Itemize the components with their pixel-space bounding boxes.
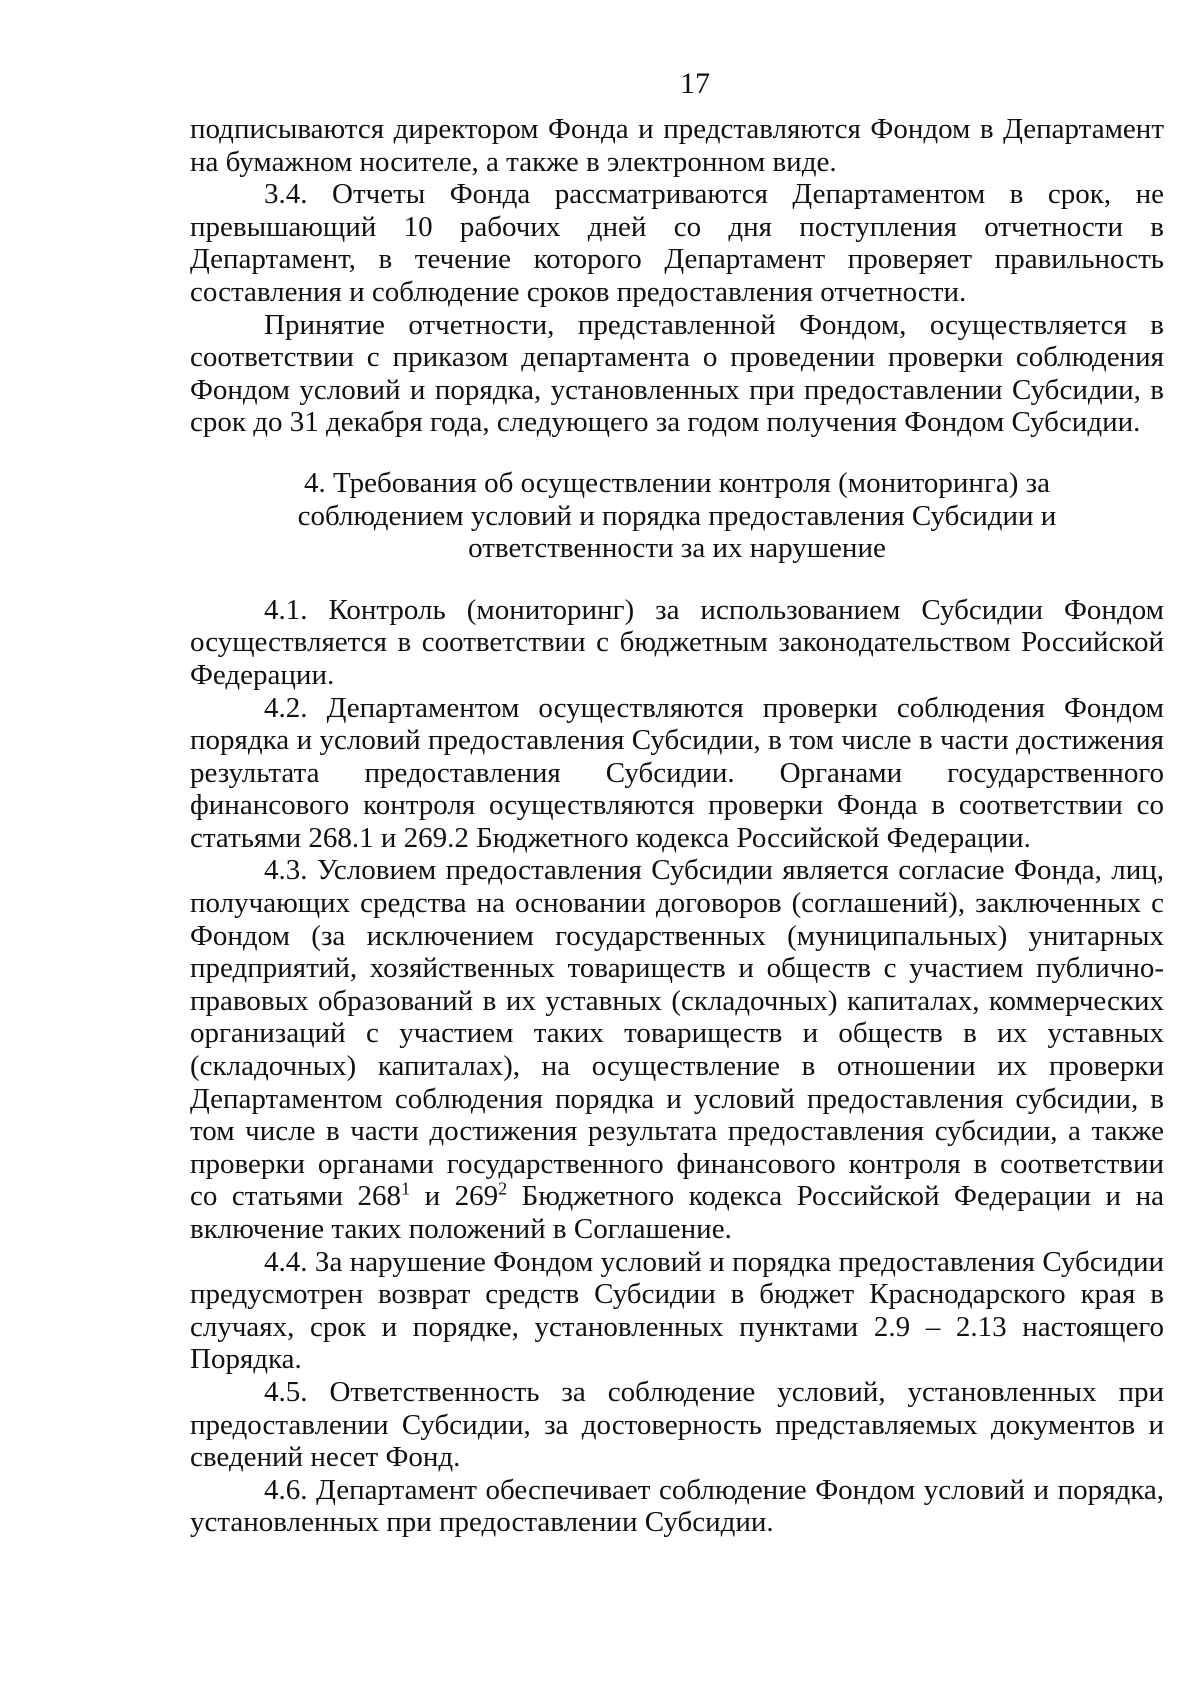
section-title-line: 4. Требования об осуществлении контроля (мониторинга) за: [304, 466, 1050, 499]
paragraph-4-4: 4.4. За нарушение Фондом условий и порядка предоставления Субсидии предусмотрен возврат средств Субсидии в бюджет Краснодарского края в случаях, срок и порядке, установленных пунктами 2.9 – 2.13 настоящего Порядка.: [190, 1245, 1164, 1376]
superscript-2: 2: [498, 1178, 508, 1199]
paragraph-4-3-text: и 269: [410, 1180, 499, 1213]
paragraph-4-1: 4.1. Контроль (мониторинг) за использованием Субсидии Фондом осуществляется в соответствии с бюджетным законодательством Российской Федерации.: [190, 593, 1164, 691]
page-number: 17: [680, 67, 710, 100]
paragraph-4-3-text: 4.3. Условием предоставления Субсидии является согласие Фонда, лиц, получающих средства на основании договоров (соглашений), заключенных с Фондом (за исключением государственных (муниципальных) унитарных предприятий, хозяйственных товариществ и обществ с участием публично-правовых образований в их уставных (складочных) капиталах, коммерческих организаций с участием таких товариществ и обществ в их уставных (складочных) капиталах), на осуществление в отношении их проверки Департаментом соблюдения порядка и условий предоставления субсидии, в том числе в части достижения результата предоставления субсидии, а также проверки органами государственного финансового контроля в соответствии со статьями 268: [190, 854, 1164, 1213]
section-title-line: ответственности за их нарушение: [468, 532, 886, 565]
paragraph-continuation: подписываются директором Фонда и представляются Фондом в Департамент на бумажном носителе, а также в электронном виде.: [190, 113, 1164, 178]
paragraph-4-6: 4.6. Департамент обеспечивает соблюдение Фондом условий и порядка, установленных при предоставлении Субсидии.: [190, 1473, 1164, 1539]
section-title-line: соблюдением условий и порядка предоставления Субсидии и: [297, 499, 1057, 532]
paragraph-report-acceptance: Принятие отчетности, представленной Фондом, осуществляется в соответствии с приказом департамента о проведении проверки соблюдения Фондом условий и порядка, установленных при предоставлении Субсидии, в срок до 31 декабря года, следующего за годом получения Фондом Субсидии.: [190, 308, 1164, 439]
superscript-1: 1: [401, 1178, 411, 1199]
paragraph-3-4: 3.4. Отчеты Фонда рассматриваются Департаментом в срок, не превышающий 10 рабочих дней со дня поступления отчетности в Департамент, в течение которого Департамент проверяет правильность составления и соблюдение сроков предоставления отчетности.: [190, 178, 1164, 308]
paragraph-4-5: 4.5. Ответственность за соблюдение условий, установленных при предоставлении Субсидии, за достоверность представляемых документов и сведений несет Фонд.: [190, 1375, 1164, 1474]
paragraph-4-3: [190, 854, 1164, 1245]
section-4-title: [190, 467, 1164, 565]
document-body: [190, 113, 1164, 1539]
paragraph-4-3-text: Бюджетного кодекса Российской Федерации и на включение таких положений в Соглашение.: [190, 1180, 1164, 1245]
paragraph-4-2: 4.2. Департаментом осуществляются проверки соблюдения Фондом порядка и условий предоставления Субсидии, в том числе в части достижения результата предоставления Субсидии. Органами государственного финансового контроля осуществляются проверки Фонда в соответствии со статьями 268.1 и 269.2 Бюджетного кодекса Российской Федерации.: [190, 691, 1164, 854]
